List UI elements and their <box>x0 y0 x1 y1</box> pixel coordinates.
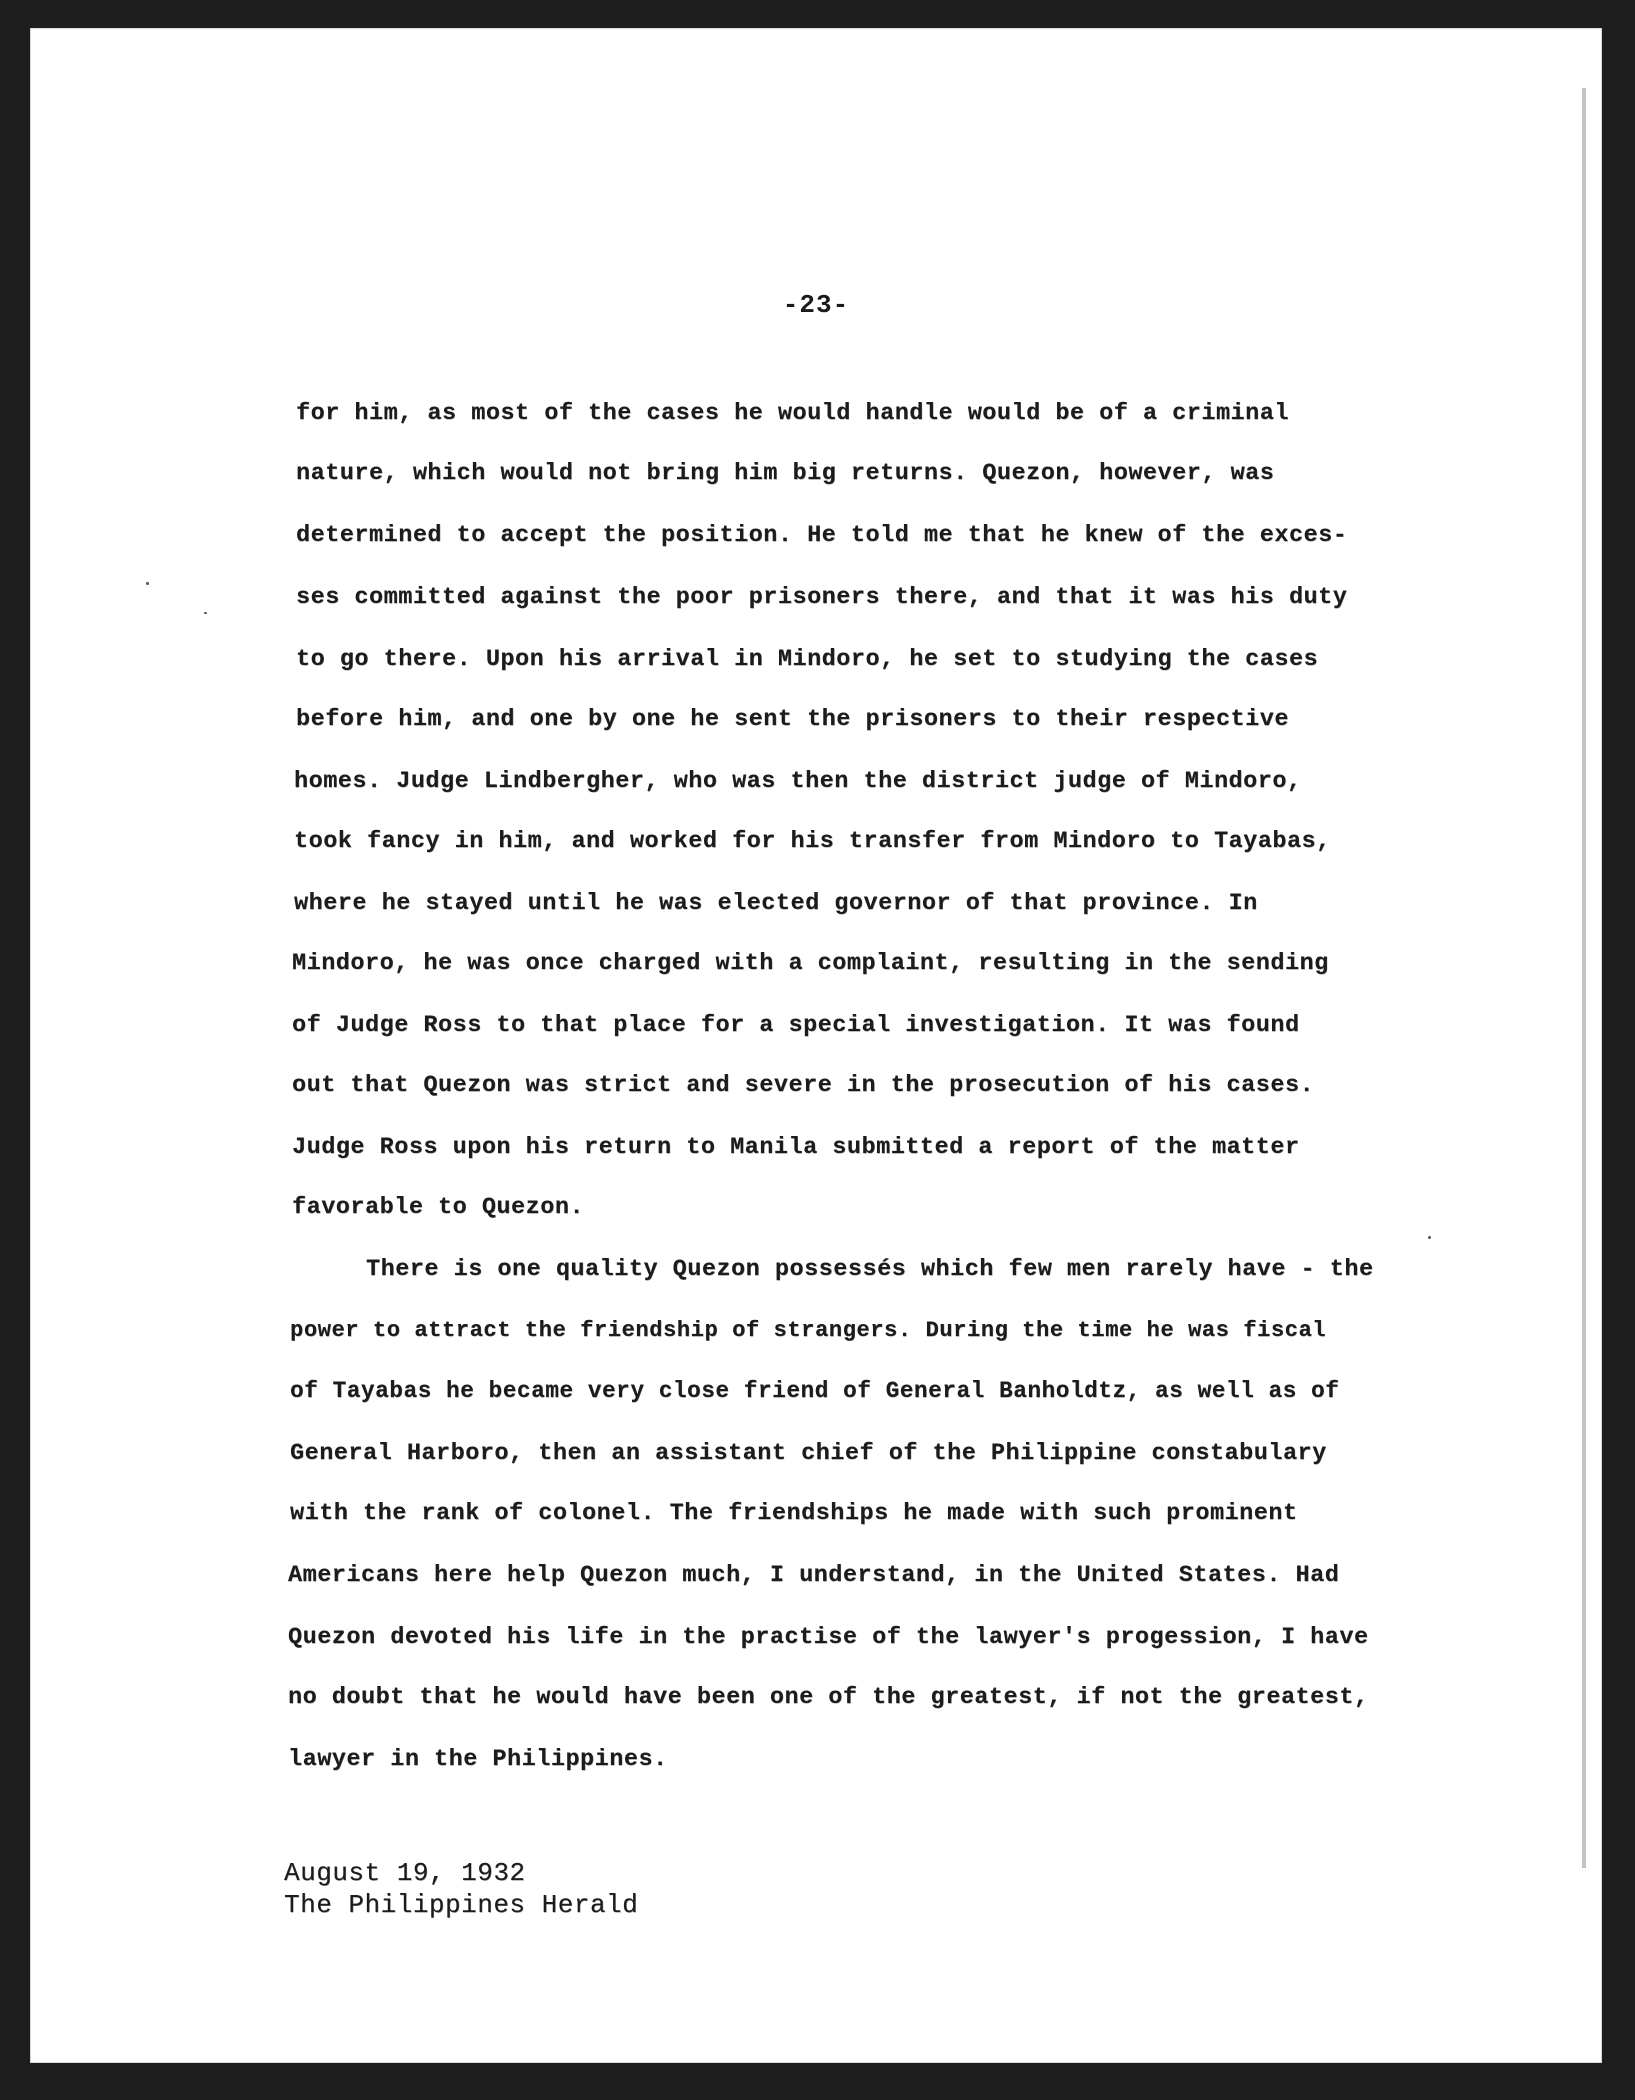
paragraph-1-line-2: nature, which would not bring him big returns. Quezon, however, was <box>296 460 1275 487</box>
page-edge-shadow <box>1582 88 1586 1868</box>
paragraph-2-line-2: power to attract the friendship of strangers. During the time he was fiscal <box>290 1318 1327 1343</box>
scan-speck <box>1428 1236 1431 1239</box>
publication-source: The Philippines Herald <box>284 1890 639 1920</box>
paragraph-2-line-9: lawyer in the Philippines. <box>288 1746 668 1773</box>
paragraph-1-line-1: for him, as most of the cases he would handle would be of a criminal <box>296 400 1289 427</box>
paragraph-2-line-4: General Harboro, then an assistant chief of the Philippine constabulary <box>290 1440 1327 1467</box>
paragraph-1-line-9: where he stayed until he was elected governor of that province. In <box>294 890 1258 917</box>
paragraph-1-line-12: out that Quezon was strict and severe in the prosecution of his cases. <box>292 1072 1315 1099</box>
paragraph-2-line-1: There is one quality Quezon possessés which few men rarely have - the <box>366 1256 1374 1283</box>
paragraph-1-line-7: homes. Judge Lindbergher, who was then the district judge of Mindoro, <box>294 768 1302 795</box>
paragraph-1-line-6: before him, and one by one he sent the prisoners to their respective <box>296 706 1289 733</box>
paragraph-2-line-5: with the rank of colonel. The friendships he made with such prominent <box>290 1500 1298 1527</box>
paragraph-2-line-8: no doubt that he would have been one of the greatest, if not the greatest, <box>288 1684 1369 1711</box>
paragraph-2-line-3: of Tayabas he became very close friend of General Banholdtz, as well as of <box>290 1378 1340 1404</box>
paragraph-1-line-14: favorable to Quezon. <box>292 1194 585 1221</box>
page-number: -23- <box>782 290 850 320</box>
paragraph-2-line-7: Quezon devoted his life in the practise of the lawyer's progession, I have <box>288 1624 1369 1651</box>
paragraph-1-line-3: determined to accept the position. He told me that he knew of the exces- <box>296 522 1348 549</box>
publication-date: August 19, 1932 <box>284 1858 526 1888</box>
paragraph-1-line-11: of Judge Ross to that place for a special investigation. It was found <box>292 1012 1300 1039</box>
paragraph-1-line-13: Judge Ross upon his return to Manila submitted a report of the matter <box>292 1134 1300 1161</box>
scan-speck <box>204 612 207 614</box>
typewritten-page <box>30 28 1602 2063</box>
paragraph-1-line-4: ses committed against the poor prisoners there, and that it was his duty <box>296 584 1348 611</box>
paragraph-1-line-10: Mindoro, he was once charged with a complaint, resulting in the sending <box>292 950 1329 977</box>
paragraph-1-line-8: took fancy in him, and worked for his transfer from Mindoro to Tayabas, <box>294 828 1331 855</box>
paragraph-1-line-5: to go there. Upon his arrival in Mindoro, he set to studying the cases <box>296 646 1319 673</box>
scan-speck <box>146 582 149 585</box>
paragraph-2-line-6: Americans here help Quezon much, I understand, in the United States. Had <box>288 1562 1340 1589</box>
